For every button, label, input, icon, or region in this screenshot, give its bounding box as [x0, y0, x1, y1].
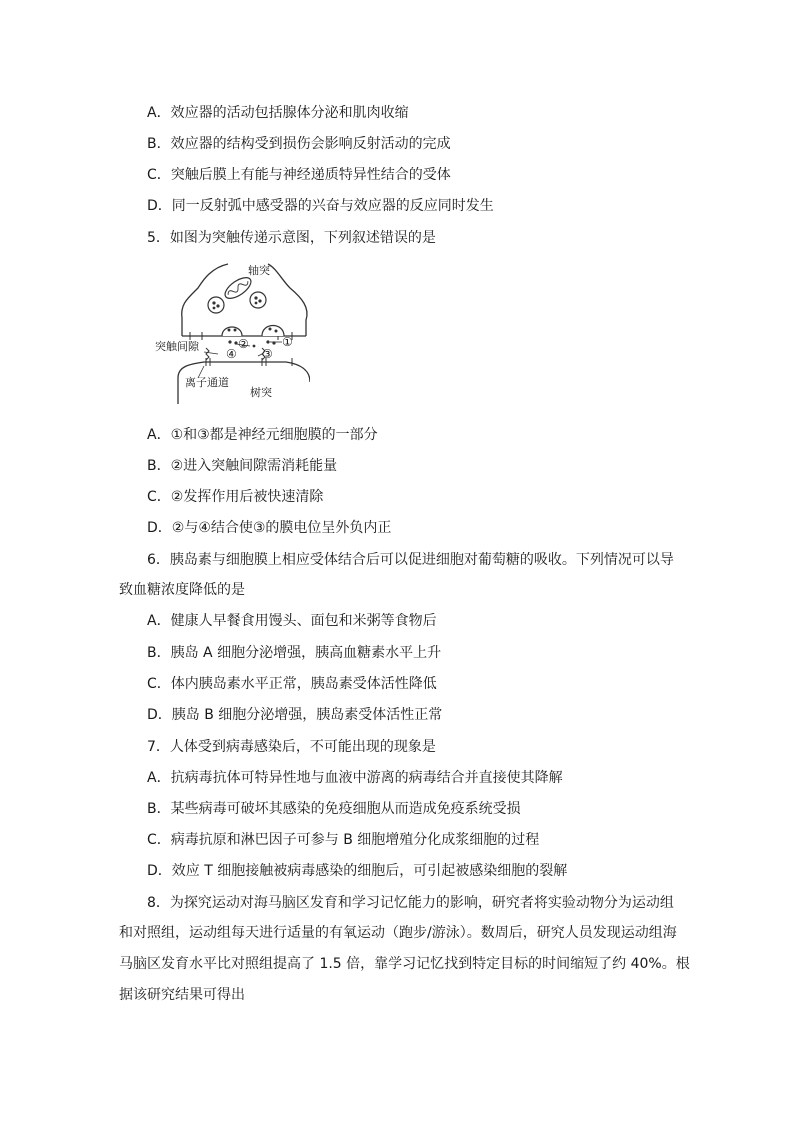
- q6-option-b: B．胰岛 A 细胞分泌增强，胰高血糖素水平上升: [147, 645, 442, 661]
- q5-option-b: B．②进入突触间隙需消耗能量: [147, 458, 338, 474]
- marker-4: ④: [226, 347, 237, 361]
- q5-option-a: A．①和③都是神经元细胞膜的一部分: [147, 427, 378, 443]
- fusing-vesicle: [222, 327, 242, 336]
- q7-option-c: C．病毒抗原和淋巴因子可参与 B 细胞增殖分化成浆细胞的过程: [147, 832, 540, 848]
- q4-option-d: D．同一反射弧中感受器的兴奋与效应器的反应同时发生: [147, 198, 494, 214]
- marker-1: ①: [282, 335, 293, 349]
- label-axon: 轴突: [248, 264, 270, 277]
- label-ion-channel: 离子通道: [185, 376, 229, 389]
- q6-option-a: A．健康人早餐食用馒头、面包和米粥等食物后: [147, 613, 437, 629]
- fusing-vesicle: [262, 326, 284, 337]
- label-dendrite: 树突: [250, 386, 272, 399]
- synapse-diagram: [150, 258, 310, 404]
- q6-stem-line2: 致血糖浓度降低的是: [119, 582, 245, 598]
- label-synaptic-cleft: 突触间隙: [155, 340, 199, 353]
- vesicle: [208, 297, 224, 313]
- q5-stem: 5．如图为突触传递示意图，下列叙述错误的是: [147, 230, 436, 246]
- q6-option-c: C．体内胰岛素水平正常，胰岛素受体活性降低: [147, 676, 437, 692]
- q8-line1: 8．为探究运动对海马脑区发育和学习记忆能力的影响，研究者将实验动物分为运动组: [147, 895, 674, 911]
- q6-stem-line1: 6．胰岛素与细胞膜上相应受体结合后可以促进细胞对葡萄糖的吸收。下列情况可以导: [147, 552, 674, 568]
- q5-option-c: C．②发挥作用后被快速清除: [147, 489, 324, 505]
- q7-option-d: D．效应 T 细胞接触被病毒感染的细胞后，可引起被感染细胞的裂解: [147, 863, 568, 879]
- q4-option-c: C．突触后膜上有能与神经递质特异性结合的受体: [147, 167, 451, 183]
- q4-option-a: A．效应器的活动包括腺体分泌和肌肉收缩: [147, 105, 409, 121]
- q7-stem: 7．人体受到病毒感染后，不可能出现的现象是: [147, 739, 436, 755]
- q7-option-a: A．抗病毒抗体可特异性地与血液中游离的病毒结合并直接使其降解: [147, 770, 563, 786]
- vesicle: [250, 292, 266, 308]
- q5-option-d: D．②与④结合使③的膜电位呈外负内正: [147, 520, 392, 536]
- q8-line2: 和对照组，运动组每天进行适量的有氧运动（跑步/游泳）。数周后，研究人员发现运动组海: [119, 925, 677, 941]
- synapse-drawing: [150, 258, 310, 404]
- q4-option-b: B．效应器的结构受到损伤会影响反射活动的完成: [147, 136, 451, 152]
- mitochondrion: [222, 274, 255, 303]
- q8-line3: 马脑区发育水平比对照组提高了 1.5 倍，靠学习记忆找到特定目标的时间缩短了约 40%。根: [119, 956, 690, 972]
- q6-option-d: D．胰岛 B 细胞分泌增强，胰岛素受体活性正常: [147, 707, 443, 723]
- q8-line4: 据该研究结果可得出: [119, 987, 245, 1003]
- q7-option-b: B．某些病毒可破坏其感染的免疫细胞从而造成免疫系统受损: [147, 801, 521, 817]
- marker-2: ②: [238, 337, 249, 351]
- marker-3: ③: [262, 347, 273, 361]
